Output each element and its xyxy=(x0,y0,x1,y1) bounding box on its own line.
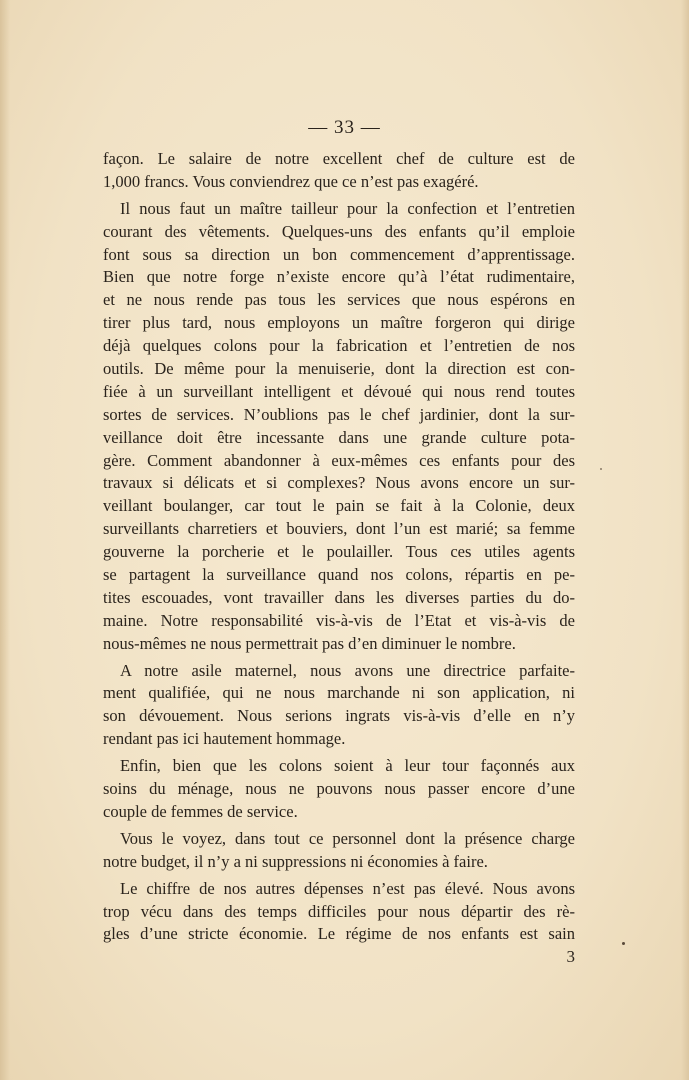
text-line: son dévouement. Nous serions ingrats vis-à-vis d’elle en n’y xyxy=(103,706,575,726)
text-line: courant des vêtements. Quelques-uns des enfants qu’il emploie xyxy=(103,221,575,241)
text-line: A notre asile maternel, nous avons une directrice parfaite- xyxy=(120,660,575,680)
text-line: travaux si délicats et si complexes? Nous avons encore un sur- xyxy=(103,473,575,493)
text-line: et ne nous rende pas tous les services que nous espérons en xyxy=(103,290,575,310)
paragraph xyxy=(103,878,575,947)
text-line: Bien que notre forge n’existe encore qu’à l’état rudimentaire, xyxy=(103,267,575,287)
text-line: nous-mêmes ne nous permettrait pas d’en diminuer le nombre. xyxy=(103,633,516,653)
text-line: Enfin, bien que les colons soient à leur tour façonnés aux xyxy=(120,756,575,776)
text-line: veillance doit être incessante dans une grande culture pota- xyxy=(103,427,575,447)
text-line: outils. De même pour la menuiserie, dont la direction est con- xyxy=(103,359,575,379)
text-line: veillant boulanger, car tout le pain se fait à la Colonie, deux xyxy=(103,496,575,516)
text-line: ment qualifiée, qui ne nous marchande ni son application, ni xyxy=(103,683,575,703)
text-line: soins du ménage, nous ne pouvons nous passer encore d’une xyxy=(103,779,575,799)
text-line: surveillants charretiers et bouviers, dont l’un est marié; sa femme xyxy=(103,519,575,539)
text-line: gles d’une stricte économie. Le régime de nos enfants est sain xyxy=(103,924,575,944)
page-edge-right xyxy=(681,0,689,1080)
signature-mark: 3 xyxy=(566,947,575,966)
text-line: Il nous faut un maître tailleur pour la confection et l’entretien xyxy=(120,198,575,218)
paragraph xyxy=(103,660,575,752)
paragraph xyxy=(103,755,575,824)
text-line: rendant pas ici hautement hommage. xyxy=(103,729,346,749)
paper-speck xyxy=(600,468,602,470)
text-line: gouverne la porcherie et le poulailler. Tous ces utiles agents xyxy=(103,542,575,562)
page-edge-left xyxy=(0,0,10,1080)
page-number-header: — 33 — xyxy=(308,117,381,138)
text-line: tirer plus tard, nous employons un maître forgeron qui dirige xyxy=(103,313,575,333)
paragraph xyxy=(103,198,575,656)
text-line: façon. Le salaire de notre excellent chef de culture est de xyxy=(103,149,575,168)
text-line: font sous sa direction un bon commencement d’apprentissage. xyxy=(103,244,575,264)
text-line: notre budget, il n’y a ni suppressions ni économies à faire. xyxy=(103,851,488,871)
paper-speck xyxy=(622,942,625,945)
text-line: trop vécu dans des temps difficiles pour nous départir des rè- xyxy=(103,901,575,921)
text-line: tites escouades, vont travailler dans les diverses parties du do- xyxy=(103,587,575,607)
paragraph xyxy=(103,148,575,194)
text-line: se partagent la surveillance quand nos colons, répartis en pe- xyxy=(103,565,575,585)
paragraph xyxy=(103,828,575,874)
text-line: couple de femmes de service. xyxy=(103,801,298,821)
text-line: 1,000 francs. Vous conviendrez que ce n’est pas exagéré. xyxy=(103,171,479,191)
text-line: gère. Comment abandonner à eux-mêmes ces enfants pour des xyxy=(103,450,575,470)
text-line: Le chiffre de nos autres dépenses n’est pas élevé. Nous avons xyxy=(120,878,575,898)
text-line: maine. Notre responsabilité vis-à-vis de l’Etat et vis-à-vis de xyxy=(103,610,575,630)
text-line: Vous le voyez, dans tout ce personnel dont la présence charge xyxy=(120,828,575,848)
text-line: déjà quelques colons pour la fabrication et l’entretien de nos xyxy=(103,336,575,356)
text-line: sortes de services. N’oublions pas le chef jardinier, dont la sur- xyxy=(103,404,575,424)
body-text xyxy=(103,148,575,946)
text-line: fiée à un surveillant intelligent et dévoué qui nous rend toutes xyxy=(103,381,575,401)
